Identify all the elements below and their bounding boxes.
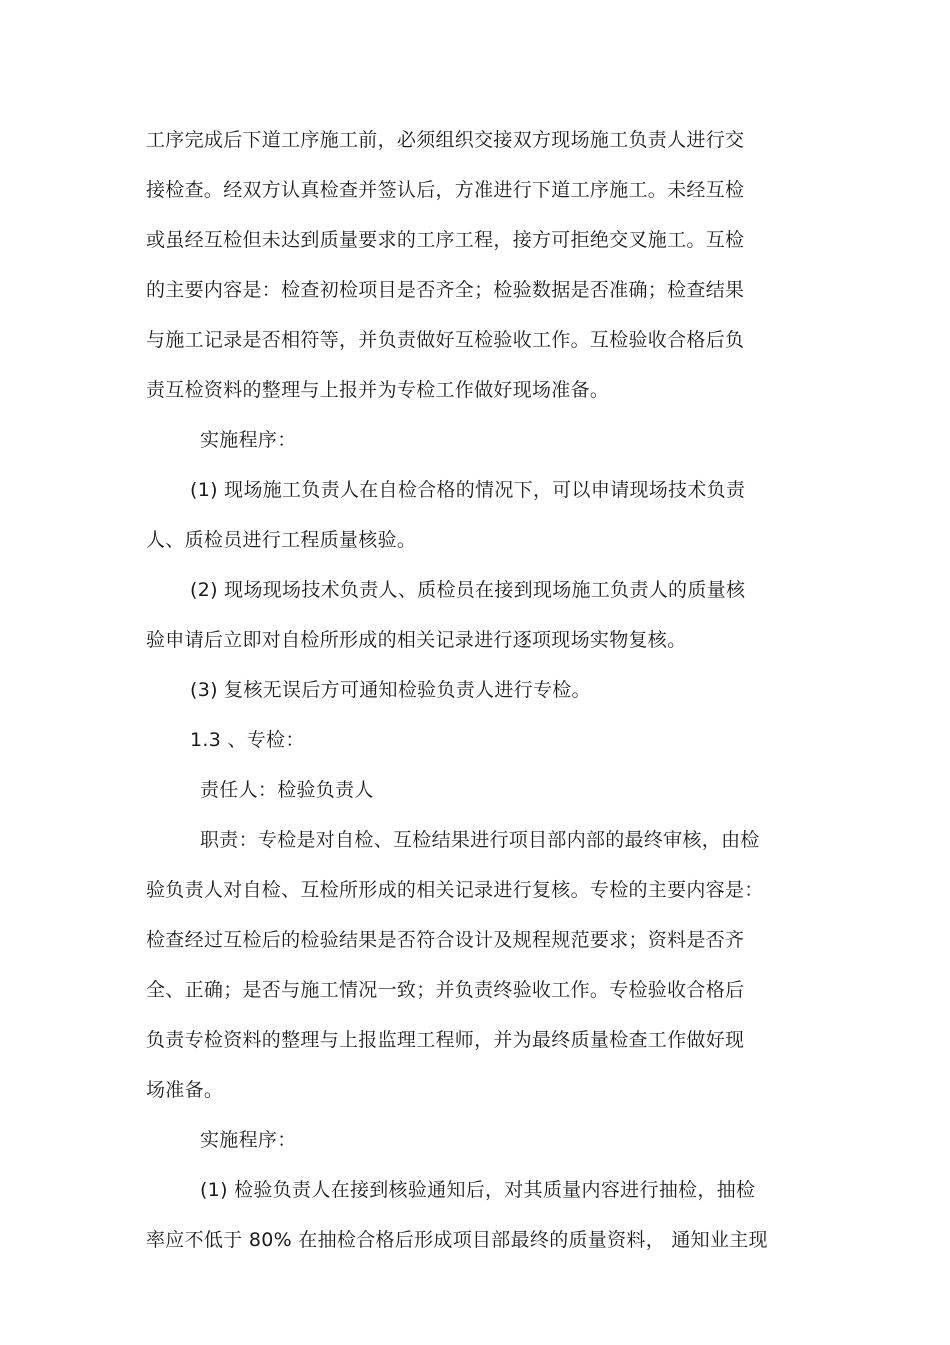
paragraph-line: 检查经过互检后的检验结果是否符合设计及规程规范要求；资料是否齐 — [146, 929, 745, 951]
responsible-person-line: 责任人：检验负责人 — [200, 779, 374, 801]
list-item: (3) 复核无误后方可通知检验负责人进行专检。 — [190, 679, 591, 701]
paragraph-line: 人、质检员进行工程质量核验。 — [146, 529, 417, 551]
list-item: (1) 检验负责人在接到核验通知后，对其质量内容进行抽检，抽检 — [200, 1179, 756, 1201]
paragraph-line: 与施工记录是否相符等，并负责做好互检验收工作。互检验收合格后负 — [146, 329, 745, 351]
paragraph-line: 或虽经互检但未达到质量要求的工序工程，接方可拒绝交叉施工。互检 — [146, 229, 745, 251]
paragraph-line: 接检查。经双方认真检查并签认后，方准进行下道工序施工。未经互检 — [146, 179, 745, 201]
list-item: (2) 现场现场技术负责人、质检员在接到现场施工负责人的质量核 — [190, 579, 746, 601]
section-heading: 1.3 、专检： — [190, 729, 305, 751]
paragraph-line: 验负责人对自检、互检所形成的相关记录进行复核。专检的主要内容是： — [146, 879, 764, 901]
list-item: (1) 现场施工负责人在自检合格的情况下，可以申请现场技术负责 — [190, 479, 746, 501]
section-heading: 实施程序： — [200, 429, 297, 451]
paragraph-line: 的主要内容是：检查初检项目是否齐全；检验数据是否准确；检查结果 — [146, 279, 745, 301]
paragraph-line: 验申请后立即对自检所形成的相关记录进行逐项现场实物复核。 — [146, 629, 687, 651]
paragraph-line: 全、正确；是否与施工情况一致；并负责终验收工作。专检验收合格后 — [146, 979, 745, 1001]
paragraph-line: 负责专检资料的整理与上报监理工程师，并为最终质量检查工作做好现 — [146, 1029, 745, 1051]
paragraph-line: 场准备。 — [146, 1079, 224, 1101]
section-heading: 实施程序： — [200, 1129, 297, 1151]
paragraph-line: 责互检资料的整理与上报并为专检工作做好现场准备。 — [146, 379, 610, 401]
paragraph-line: 工序完成后下道工序施工前，必须组织交接双方现场施工负责人进行交 — [146, 129, 745, 151]
paragraph-line: 职责：专检是对自检、互检结果进行项目部内部的最终审核，由检 — [200, 829, 760, 851]
paragraph-line: 率应不低于 80% 在抽检合格后形成项目部最终的质量资料， 通知业主现 — [146, 1229, 768, 1251]
